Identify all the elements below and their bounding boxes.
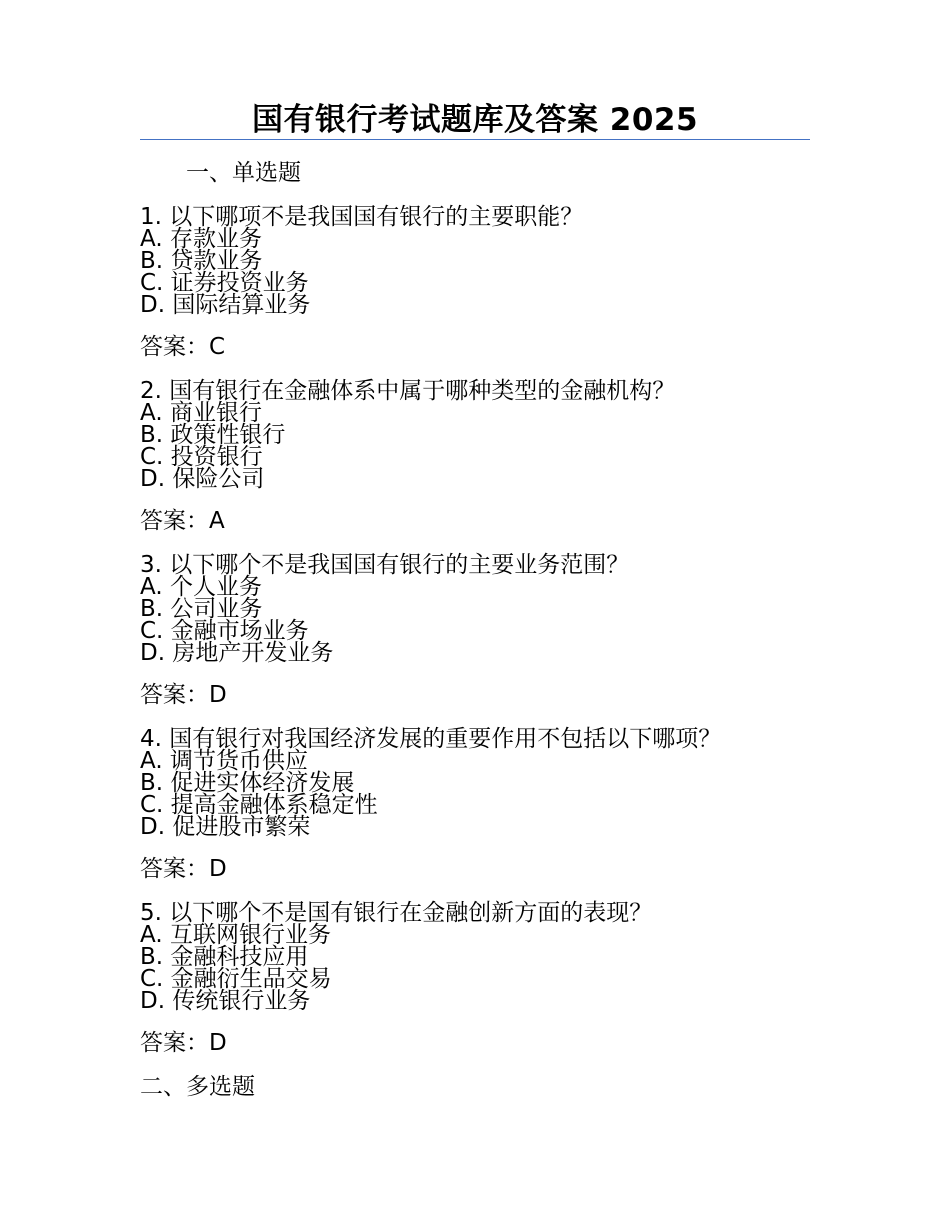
question-option: D. 国际结算业务 [140,292,311,318]
question-option: B. 贷款业务 [140,248,263,274]
question-option: C. 投资银行 [140,444,263,470]
question-block [140,380,820,490]
question-option: A. 存款业务 [140,226,262,252]
question-option: B. 公司业务 [140,596,263,622]
question-option: A. 个人业务 [140,574,262,600]
question-option: C. 金融市场业务 [140,618,309,644]
question-block [140,728,820,838]
question-option: D. 房地产开发业务 [140,640,334,666]
question-stem: 1. 以下哪项不是我国国有银行的主要职能？ [140,204,584,230]
question-option: A. 商业银行 [140,400,262,426]
question-answer: 答案：D [140,1030,227,1056]
section-heading-single-choice: 一、单选题 [186,160,301,186]
question-block [140,554,820,664]
title-underline [140,139,810,140]
question-answer: 答案：D [140,682,227,708]
question-option: B. 金融科技应用 [140,944,309,970]
question-option: B. 促进实体经济发展 [140,770,355,796]
question-answer: 答案：A [140,508,225,534]
question-answer: 答案：C [140,334,226,360]
question-option: C. 金融衍生品交易 [140,966,332,992]
section-heading-multiple-choice: 二、多选题 [140,1074,255,1100]
question-option: C. 提高金融体系稳定性 [140,792,378,818]
question-stem: 5. 以下哪个不是国有银行在金融创新方面的表现？ [140,900,653,926]
question-stem: 2. 国有银行在金融体系中属于哪种类型的金融机构？ [140,378,676,404]
question-block [140,206,820,316]
question-stem: 3. 以下哪个不是我国国有银行的主要业务范围？ [140,552,630,578]
question-option: A. 调节货币供应 [140,748,308,774]
question-option: A. 互联网银行业务 [140,922,331,948]
question-option: D. 促进股市繁荣 [140,814,311,840]
question-option: C. 证券投资业务 [140,270,309,296]
question-answer: 答案：D [140,856,227,882]
question-option: D. 保险公司 [140,466,265,492]
document-title: 国有银行考试题库及答案 2025 [251,102,699,138]
question-option: B. 政策性银行 [140,422,286,448]
question-block [140,902,820,1012]
question-option: D. 传统银行业务 [140,988,311,1014]
question-stem: 4. 国有银行对我国经济发展的重要作用不包括以下哪项？ [140,726,722,752]
